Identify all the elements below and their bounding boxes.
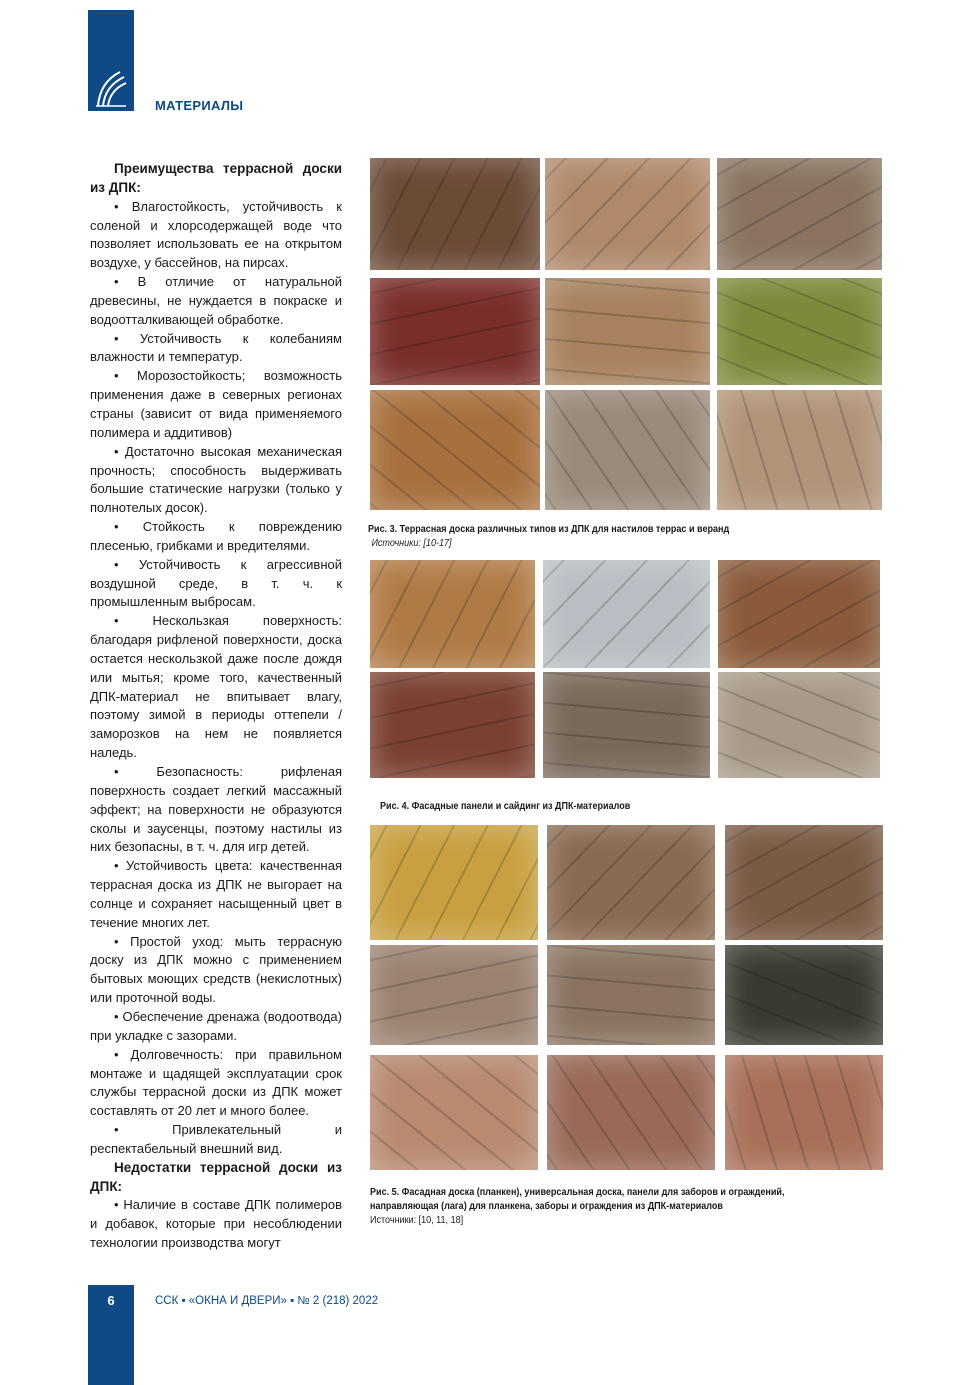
bullet-paragraph: • Устойчивость к агрессивной воздушной среде, в т. ч. к промышленным выбросам.: [90, 556, 342, 610]
magazine-logo-icon: [94, 68, 128, 108]
fig4-photo: [370, 560, 535, 668]
fig4-photo: [543, 672, 710, 778]
caption-sources: Источники: [10-17]: [371, 537, 452, 549]
section-heading: Преимущества террасной доски из ДПК:: [90, 161, 342, 195]
bullet-paragraph: • Устойчивость цвета: качественная террасная доска из ДПК не выгорает на солнце и сохраняет насыщенный цвет в течение многих лет.: [90, 858, 342, 930]
section-heading: Недостатки террасной доски из ДПК:: [90, 1159, 342, 1194]
figure-5-caption: [370, 1185, 784, 1227]
bullet-paragraph: • Достаточно высокая механическая прочность; способность выдерживать большие статические нагрузки (только у полнотелых досок).: [90, 443, 342, 516]
fig3-photo: [545, 390, 710, 510]
fig3-photo: [370, 158, 540, 270]
bullet-paragraph: • Морозостойкость; возможность применения даже в северных регионах страны (зависит от вида применяемого полимера и аддитивов): [90, 368, 342, 440]
fig3-photo: [545, 278, 710, 385]
fig5-photo: [370, 945, 538, 1045]
article-text-column: [90, 160, 342, 1253]
fig3-photo: [717, 390, 882, 510]
fig5-photo: [547, 945, 715, 1045]
fig5-photo: [725, 945, 883, 1045]
bullet-paragraph: • Обеспечение дренажа (водоотвода) при укладке с зазорами.: [90, 1008, 342, 1043]
bullet-paragraph: • Простой уход: мыть террасную доску из ДПК можно с применением бытовых моющих средств (некислотных) или проточной воды.: [90, 933, 342, 1006]
fig5-photo: [725, 825, 883, 940]
fig5-photo: [725, 1055, 883, 1170]
fig5-photo: [370, 1055, 538, 1170]
bullet-paragraph: • Устойчивость к колебаниям влажности и температур.: [90, 330, 342, 365]
fig4-photo: [718, 672, 880, 778]
bullet-paragraph: • В отличие от натуральной древесины, не нуждается в покраске и водоотталкивающей обработке.: [90, 274, 342, 327]
section-title: МАТЕРИАЛЫ: [155, 98, 244, 113]
fig4-photo: [370, 672, 535, 778]
bullet-paragraph: • Стойкость к повреждению плесенью, грибками и вредителями.: [90, 519, 342, 553]
fig3-photo: [370, 278, 540, 385]
footer-publication: ССК ▪ «ОКНА И ДВЕРИ» ▪ № 2 (218) 2022: [155, 1295, 379, 1307]
fig4-photo: [718, 560, 880, 668]
caption-line-2: направляющая (лага) для планкена, заборы и ограждения из ДПК-материалов: [370, 1200, 723, 1212]
caption-text: Рис. 3. Террасная доска различных типов из ДПК для настилов террас и веранд: [368, 523, 730, 535]
fig5-photo: [547, 1055, 715, 1170]
bullet-paragraph: • Влагостойкость, устойчивость к соленой и хлорсодержащей воде что позволяет использовать ее на открытом воздухе, у бассейнов, на пирсах.: [90, 198, 342, 271]
caption-line-1: Рис. 5. Фасадная доска (планкен), универсальная доска, панели для заборов и ограждений,: [370, 1186, 785, 1198]
fig3-photo: [717, 158, 882, 270]
caption-sources: Источники: [10, 11, 18]: [370, 1214, 464, 1226]
bullet-paragraph: • Наличие в составе ДПК полимеров и добавок, которые при несоблюдении технологии производства могут: [90, 1197, 342, 1251]
fig3-photo: [370, 390, 540, 510]
figure-4-caption: Рис. 4. Фасадные панели и сайдинг из ДПК-материалов: [380, 800, 631, 812]
bullet-paragraph: • Безопасность: рифленая поверхность создает легкий массажный эффект; на поверхности не образуются сколы и заусенцы, поэтому настилы из них безопасны, в т. ч. для игр детей.: [90, 764, 342, 855]
fig5-photo: [547, 825, 715, 940]
figure-3-caption: [368, 522, 729, 550]
page-number: 6: [107, 1293, 115, 1308]
fig3-photo: [717, 278, 882, 385]
bullet-paragraph: • Долговечность: при правильном монтаже и щадящей эксплуатации срок службы террасной доски из ДПК может составлять от 20 лет и много более.: [90, 1046, 342, 1119]
fig5-photo: [370, 825, 538, 940]
bullet-paragraph: • Привлекательный и респектабельный внешний вид.: [90, 1122, 342, 1156]
header-color-block: [88, 10, 134, 111]
fig4-photo: [543, 560, 710, 668]
bullet-paragraph: • Нескользкая поверхность: благодаря рифленой поверхности, доска остается нескользкой даже после дождя или мытья; кроме того, качественный ДПК-материал не впитывает влагу, поэтому зимой в периоды оттепели / заморозков на нем не появляется наледь.: [90, 613, 342, 761]
fig3-photo: [545, 158, 710, 270]
footer-color-block: [88, 1285, 134, 1385]
